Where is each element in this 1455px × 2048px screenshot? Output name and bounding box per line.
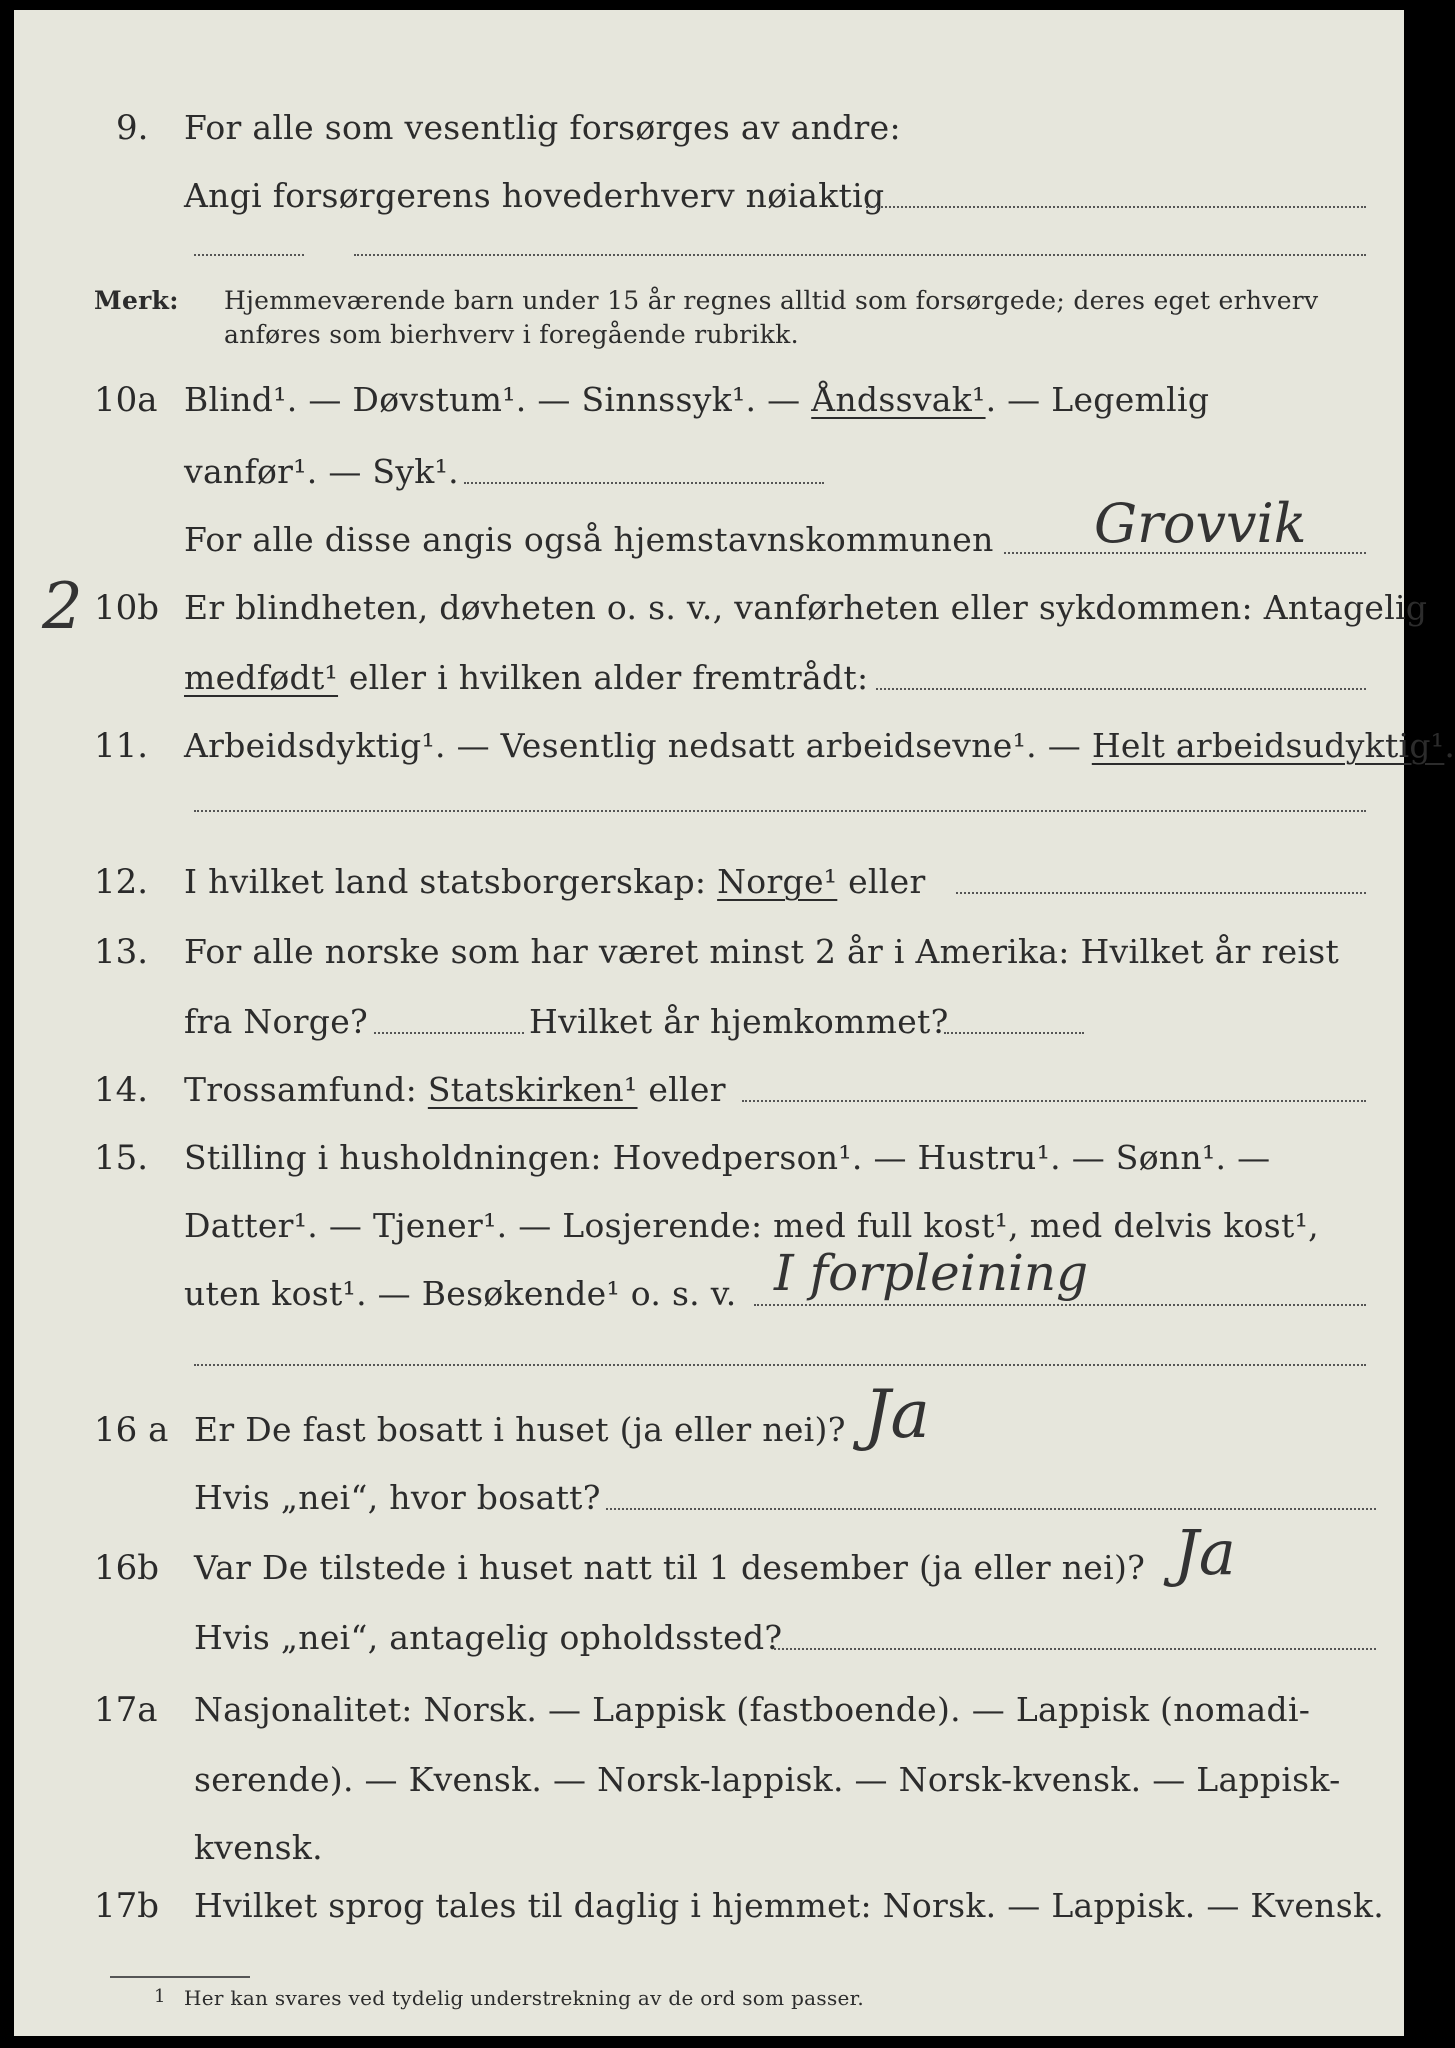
question-text: Arbeidsdyktig¹. — Vesentlig nedsatt arbeidsevne¹. — Helt arbeidsudyktig¹.: [184, 726, 1455, 765]
question-number: 16b: [94, 1548, 160, 1588]
question-10a-line-3: [14, 492, 1404, 568]
answer-line: [194, 1364, 1366, 1366]
underlined-choice: medfødt¹: [184, 658, 339, 697]
handwritten-answer: Ja: [864, 1376, 930, 1453]
question-number: 10a: [94, 380, 158, 420]
question-9-line-2: [14, 168, 1404, 224]
question-text: Angi forsørgerens hovederhverv nøiaktig: [184, 176, 885, 215]
question-text: medfødt¹ eller i hvilken alder fremtrådt:: [184, 658, 869, 697]
question-number: 17b: [94, 1886, 160, 1926]
question-text: For alle norske som har været minst 2 år i Amerika: Hvilket år reist: [184, 932, 1340, 971]
margin-mark: 2: [42, 570, 83, 644]
question-17a-line-2: [14, 1752, 1404, 1808]
question-number: 17a: [94, 1690, 158, 1730]
question-text: Blind¹. — Døvstum¹. — Sinnssyk¹. — Åndssvak¹. — Legemlig: [184, 380, 1210, 419]
answer-line: [774, 1648, 1376, 1650]
question-text: Hvis „nei“, hvor bosatt?: [194, 1478, 601, 1517]
answer-line: [464, 482, 824, 484]
question-17a-line-3: [14, 1820, 1404, 1876]
question-number: 9.: [116, 108, 149, 148]
answer-line: [606, 1508, 1376, 1510]
question-text: Datter¹. — Tjener¹. — Losjerende: med full kost¹, med delvis kost¹,: [184, 1206, 1319, 1245]
footnote-mark: 1: [154, 1986, 166, 2007]
answer-line: [354, 254, 1366, 256]
question-16b: [14, 1516, 1404, 1596]
answer-line: [194, 810, 1366, 812]
answer-line: [194, 254, 304, 256]
note-text: anføres som bierhverv i foregående rubrikk.: [224, 320, 799, 349]
question-text: Trossamfund: Statskirken¹ eller: [184, 1070, 726, 1109]
question-number: 16 a: [94, 1410, 169, 1450]
note-label: Merk:: [94, 286, 179, 315]
footnote-text: Her kan svares ved tydelig understrekning av de ord som passer.: [184, 1986, 864, 2010]
underlined-choice: Åndssvak¹: [811, 380, 986, 419]
question-text: Stilling i husholdningen: Hovedperson¹. — Hustru¹. — Sønn¹. —: [184, 1138, 1271, 1177]
question-10b-line-2: [14, 650, 1404, 706]
question-10b: [14, 580, 1428, 636]
question-13-line-2: [14, 994, 1404, 1050]
question-text: Hvis „nei“, antagelig opholdssted?: [194, 1618, 783, 1657]
question-number: 13.: [94, 932, 149, 972]
question-text: Nasjonalitet: Norsk. — Lappisk (fastboende). — Lappisk (nomadi-: [194, 1690, 1311, 1729]
underlined-choice: Norge¹: [717, 862, 838, 901]
question-text: serende). — Kvensk. — Norsk-lappisk. — Norsk-kvensk. — Lappisk-: [194, 1760, 1341, 1799]
question-13: [14, 924, 1404, 980]
answer-line: [944, 1032, 1084, 1034]
question-text: Hvilket år hjemkommet?: [529, 1002, 949, 1041]
question-text: For alle som vesentlig forsørges av andre:: [184, 108, 901, 147]
question-text: Er De fast bosatt i huset (ja eller nei)?: [194, 1410, 846, 1449]
answer-line: [876, 688, 1366, 690]
question-text: Er blindheten, døvheten o. s. v., vanførheten eller sykdommen: Antagelig: [184, 588, 1428, 627]
note-line-2: [14, 314, 1404, 370]
question-17b: [14, 1878, 1404, 1934]
underlined-choice: Helt arbeidsudyktig¹: [1091, 726, 1445, 765]
question-15: [14, 1130, 1404, 1186]
question-text: I hvilket land statsborgerskap: Norge¹ eller: [184, 862, 926, 901]
answer-line: [374, 1032, 524, 1034]
answer-line: [866, 206, 1366, 208]
question-11: [14, 718, 1455, 774]
question-14: [14, 1062, 1404, 1118]
question-16b-line-2: [14, 1610, 1404, 1666]
question-text: fra Norge?: [184, 1002, 369, 1041]
question-number: 12.: [94, 862, 149, 902]
handwritten-answer: I forpleining: [774, 1244, 1089, 1302]
question-text: Var De tilstede i huset natt til 1 desember (ja eller nei)?: [194, 1548, 1146, 1587]
question-number: 15.: [94, 1138, 149, 1178]
handwritten-answer: Ja: [1174, 1516, 1236, 1589]
question-17a: [14, 1682, 1404, 1738]
question-12: [14, 854, 1404, 910]
question-10a: [14, 372, 1404, 428]
handwritten-answer: Grovvik: [1094, 492, 1307, 555]
question-15-line-3: [14, 1244, 1404, 1322]
question-text: uten kost¹. — Besøkende¹ o. s. v.: [184, 1274, 737, 1313]
question-text: For alle disse angis også hjemstavnskommunen: [184, 520, 994, 559]
question-9: [14, 100, 1404, 156]
footnote: [14, 1984, 1404, 2020]
question-text: kvensk.: [194, 1828, 323, 1867]
answer-line: [754, 1304, 1366, 1306]
question-number: 11.: [94, 726, 149, 766]
census-form-page: [14, 10, 1455, 2036]
question-16a: [14, 1376, 1404, 1458]
question-15-line-2: [14, 1198, 1404, 1254]
question-text: Hvilket sprog tales til daglig i hjemmet: Norsk. — Lappisk. — Kvensk.: [194, 1886, 1385, 1925]
note-text: Hjemmeværende barn under 15 år regnes alltid som forsørgede; deres eget erhverv: [224, 286, 1319, 315]
question-number: 10b: [94, 588, 160, 628]
answer-line: [742, 1100, 1366, 1102]
answer-line: [956, 892, 1366, 894]
question-number: 14.: [94, 1070, 149, 1110]
footnote-rule: [110, 1976, 250, 1978]
underlined-choice: Statskirken¹: [427, 1070, 638, 1109]
question-text: vanfør¹. — Syk¹.: [184, 452, 459, 491]
